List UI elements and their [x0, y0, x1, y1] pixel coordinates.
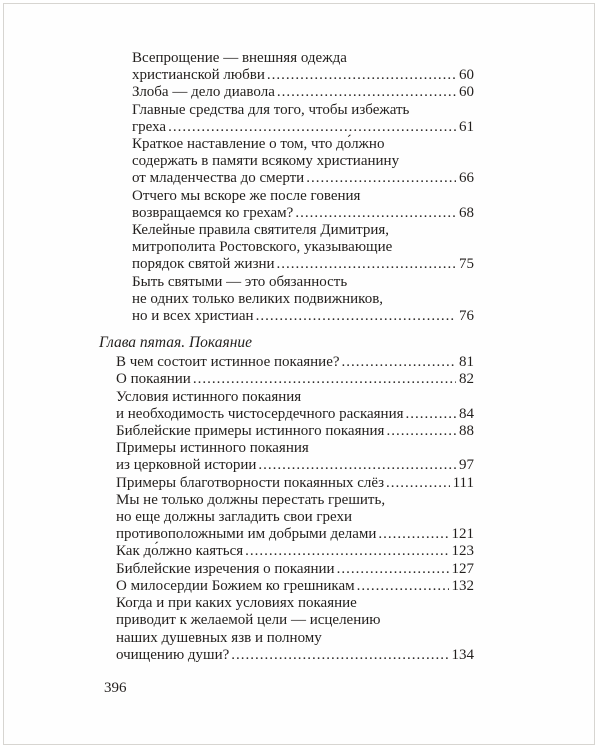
toc-leader-dots	[406, 406, 456, 423]
toc-entry	[132, 84, 474, 101]
toc-entry	[132, 274, 474, 326]
toc-entry	[116, 354, 474, 371]
toc-leader-dots	[378, 526, 448, 543]
toc-entry-text: Быть святыми — это обязанность	[132, 273, 348, 290]
toc-leader-dots	[277, 84, 456, 101]
toc-page-number: 81	[459, 354, 474, 371]
toc-leader-dots	[277, 256, 456, 273]
toc-leader-dots	[357, 578, 449, 595]
toc-entry	[132, 50, 474, 84]
toc-page-number: 97	[459, 457, 474, 474]
toc-entry-text: Примеры истинного покаяния	[116, 440, 309, 457]
toc-entry	[132, 102, 474, 136]
toc-entry-text: наших душевных язв и полному	[116, 629, 322, 646]
toc-entry-text: христианской любви	[132, 67, 265, 84]
toc-entry-text: Келейные правила святителя Димитрия,	[132, 222, 390, 239]
toc-entry-text: Злоба — дело диавола	[132, 84, 275, 101]
toc-entry	[116, 578, 474, 595]
toc-entry-text: Как до́лжно каяться	[116, 543, 244, 560]
toc-entry-text: но и всех христиан	[132, 308, 254, 325]
toc-page-number: 134	[451, 646, 474, 663]
toc-entry	[116, 440, 474, 474]
toc-leader-dots	[258, 457, 456, 474]
toc-entry	[116, 561, 474, 578]
toc-entry-text: и необходимость чистосердечного раскаяния	[116, 405, 404, 422]
toc-leader-dots	[337, 561, 449, 578]
toc-page-number: 127	[451, 560, 474, 577]
toc-entry-text: порядок святой жизни	[132, 256, 275, 273]
toc-entry-text: приводит к желаемой цели — исцелению	[116, 612, 381, 629]
toc-leader-dots	[386, 475, 450, 492]
toc-entry-text: содержать в памяти всякому христианину	[132, 153, 400, 170]
toc-list	[99, 50, 474, 664]
toc-page-number: 111	[452, 474, 474, 491]
toc-entry	[116, 595, 474, 664]
toc-entry	[132, 188, 474, 222]
toc-entry	[116, 423, 474, 440]
toc-leader-dots	[342, 354, 456, 371]
toc-entry-text: греха	[132, 118, 167, 135]
book-page	[3, 3, 595, 745]
toc-entry-text: но еще должны загладить свои грехи	[116, 509, 353, 526]
toc-entry-text: очищению души?	[116, 646, 230, 663]
toc-entry	[116, 475, 474, 492]
toc-entry-text: Всепрощение — внешняя одежда	[132, 50, 347, 66]
toc-entry-text: Примеры благотворности покаянных слёз	[116, 474, 385, 491]
toc-entry	[132, 136, 474, 188]
toc-page-number: 75	[459, 256, 474, 273]
toc-entry-text: Когда и при каких условиях покаяние	[116, 595, 357, 612]
toc-leader-dots	[386, 423, 456, 440]
toc-entry-text: не одних только великих подвижников,	[132, 290, 384, 307]
toc-entry-text: Библейские примеры истинного покаяния	[116, 423, 385, 440]
toc-entry-text: Мы не только должны перестать грешить,	[116, 491, 386, 508]
chapter-heading: Глава пятая. Покаяние	[99, 334, 253, 352]
toc-page-number: 68	[459, 204, 474, 221]
toc-entry-text: Условия истинного покаяния	[116, 388, 302, 405]
toc-entry-text: Отчего мы вскоре же после говения	[132, 187, 361, 204]
toc-entry-text: В чем состоит истинное покаяние?	[116, 354, 340, 371]
toc-entry-text: от младенчества до смерти	[132, 170, 305, 187]
toc-leader-dots	[245, 543, 448, 560]
toc-page-number: 76	[459, 308, 474, 325]
toc-entry	[116, 492, 474, 544]
toc-entry-text: Главные средства для того, чтобы избежать	[132, 101, 410, 118]
footer-page-number: 396	[104, 680, 127, 696]
toc-entry-text: Библейские изречения о покаянии	[116, 560, 335, 577]
toc-entry	[116, 371, 474, 388]
toc-page-number: 82	[459, 371, 474, 388]
toc-entry-text: О покаянии	[116, 371, 191, 388]
toc-entry-text: из церковной истории	[116, 457, 257, 474]
toc-leader-dots	[267, 67, 456, 84]
toc-leader-dots	[168, 119, 456, 136]
toc-page-number: 60	[459, 84, 474, 101]
toc-page-number: 88	[459, 423, 474, 440]
toc-page-number: 66	[459, 170, 474, 187]
toc-page-number: 84	[459, 405, 474, 422]
toc-page-number: 123	[451, 543, 474, 560]
toc-entry-text: митрополита Ростовского, указывающие	[132, 239, 393, 256]
toc-entry	[116, 543, 474, 560]
toc-entry-text: противоположными им добрыми делами	[116, 526, 377, 543]
toc-entry-text: Краткое наставление о том, что до́лжно	[132, 136, 385, 153]
toc-entry-text: О милосердии Божием ко грешникам	[116, 577, 355, 594]
toc-entry-text: возвращаемся ко грехам?	[132, 204, 294, 221]
toc-leader-dots	[256, 308, 456, 325]
toc-leader-dots	[193, 371, 456, 388]
toc-entry	[116, 389, 474, 423]
toc-leader-dots	[231, 647, 448, 664]
toc-page-number: 132	[451, 577, 474, 594]
toc-page-number: 61	[459, 118, 474, 135]
toc-entry	[132, 222, 474, 274]
toc-page-number: 121	[451, 526, 474, 543]
toc-page-number: 60	[459, 67, 474, 84]
toc-leader-dots	[306, 170, 456, 187]
toc-leader-dots	[295, 205, 456, 222]
